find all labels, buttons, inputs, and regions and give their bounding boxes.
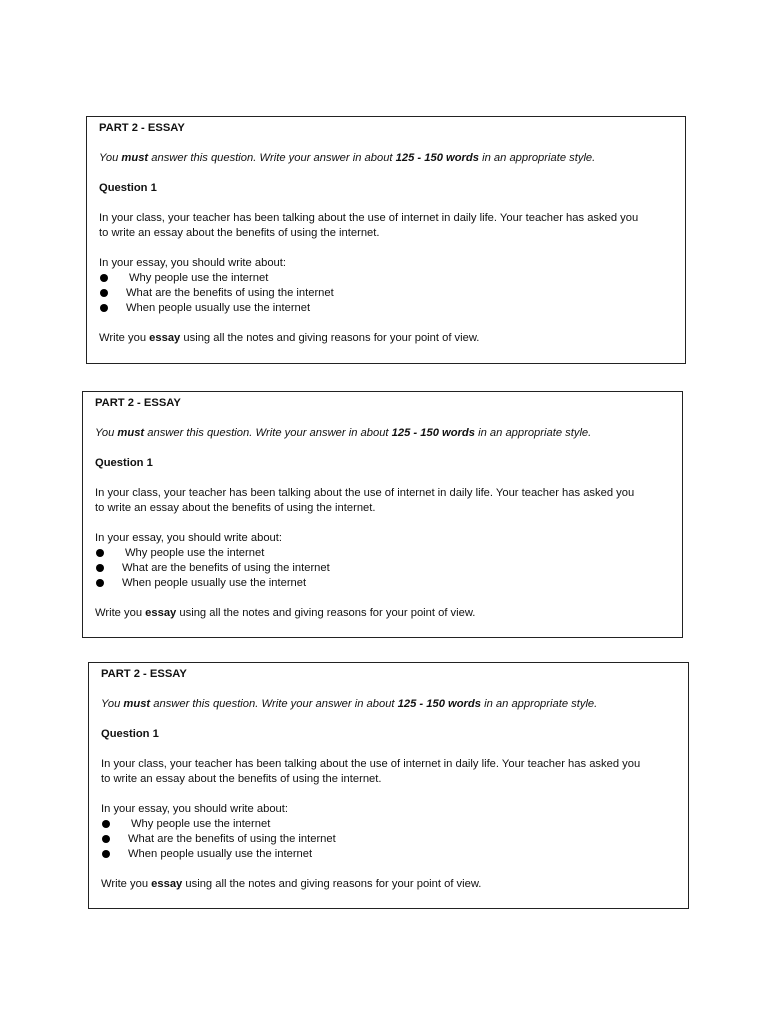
bullet-list	[95, 546, 670, 591]
closing-instruction: Write you essay using all the notes and giving reasons for your point of view.	[99, 332, 480, 344]
question-title: Question 1	[95, 457, 153, 469]
part-title: PART 2 - ESSAY	[99, 122, 185, 134]
emphasis-must: must	[123, 698, 151, 710]
question-title: Question 1	[101, 728, 159, 740]
list-item: Why people use the internet	[95, 546, 670, 561]
bullet-list	[101, 817, 676, 862]
closing-instruction: Write you essay using all the notes and giving reasons for your point of view.	[95, 607, 476, 619]
emphasis-essay: essay	[151, 878, 183, 890]
emphasis-essay: essay	[149, 332, 181, 344]
essay-box	[86, 116, 686, 364]
emphasis-must: must	[117, 427, 145, 439]
bullet-list	[99, 271, 673, 316]
word-count: 125 - 150 words	[395, 152, 479, 164]
list-item: When people usually use the internet	[99, 301, 673, 316]
prompt-intro: In your essay, you should write about:	[99, 257, 286, 269]
context-line: In your class, your teacher has been talking about the use of internet in daily life. Your teacher has asked you	[95, 487, 635, 499]
part-title: PART 2 - ESSAY	[95, 397, 181, 409]
context-line: In your class, your teacher has been talking about the use of internet in daily life. Your teacher has asked you	[99, 212, 639, 224]
emphasis-essay: essay	[145, 607, 177, 619]
bullet-icon	[102, 850, 110, 858]
word-count: 125 - 150 words	[397, 698, 481, 710]
context-line: In your class, your teacher has been talking about the use of internet in daily life. Your teacher has asked you	[101, 758, 641, 770]
bullet-icon	[100, 274, 108, 282]
essay-box	[88, 662, 689, 909]
bullet-icon	[100, 304, 108, 312]
list-item: Why people use the internet	[101, 817, 676, 832]
instruction: You must answer this question. Write your answer in about 125 - 150 words in an appropriate style.	[99, 152, 596, 164]
emphasis-must: must	[121, 152, 149, 164]
bullet-icon	[96, 564, 104, 572]
bullet-icon	[102, 820, 110, 828]
part-title: PART 2 - ESSAY	[101, 668, 187, 680]
prompt-intro: In your essay, you should write about:	[101, 803, 288, 815]
instruction: You must answer this question. Write your answer in about 125 - 150 words in an appropriate style.	[101, 698, 598, 710]
bullet-icon	[100, 289, 108, 297]
word-count: 125 - 150 words	[391, 427, 475, 439]
bullet-icon	[102, 835, 110, 843]
closing-instruction: Write you essay using all the notes and giving reasons for your point of view.	[101, 878, 482, 890]
question-title: Question 1	[99, 182, 157, 194]
list-item: What are the benefits of using the internet	[95, 561, 670, 576]
context-line: to write an essay about the benefits of using the internet.	[99, 227, 380, 239]
list-item: What are the benefits of using the internet	[99, 286, 673, 301]
list-item: Why people use the internet	[99, 271, 673, 286]
instruction: You must answer this question. Write your answer in about 125 - 150 words in an appropriate style.	[95, 427, 592, 439]
context-line: to write an essay about the benefits of using the internet.	[101, 773, 382, 785]
essay-box	[82, 391, 683, 638]
list-item: What are the benefits of using the internet	[101, 832, 676, 847]
context-line: to write an essay about the benefits of using the internet.	[95, 502, 376, 514]
list-item: When people usually use the internet	[95, 576, 670, 591]
list-item: When people usually use the internet	[101, 847, 676, 862]
prompt-intro: In your essay, you should write about:	[95, 532, 282, 544]
bullet-icon	[96, 579, 104, 587]
bullet-icon	[96, 549, 104, 557]
